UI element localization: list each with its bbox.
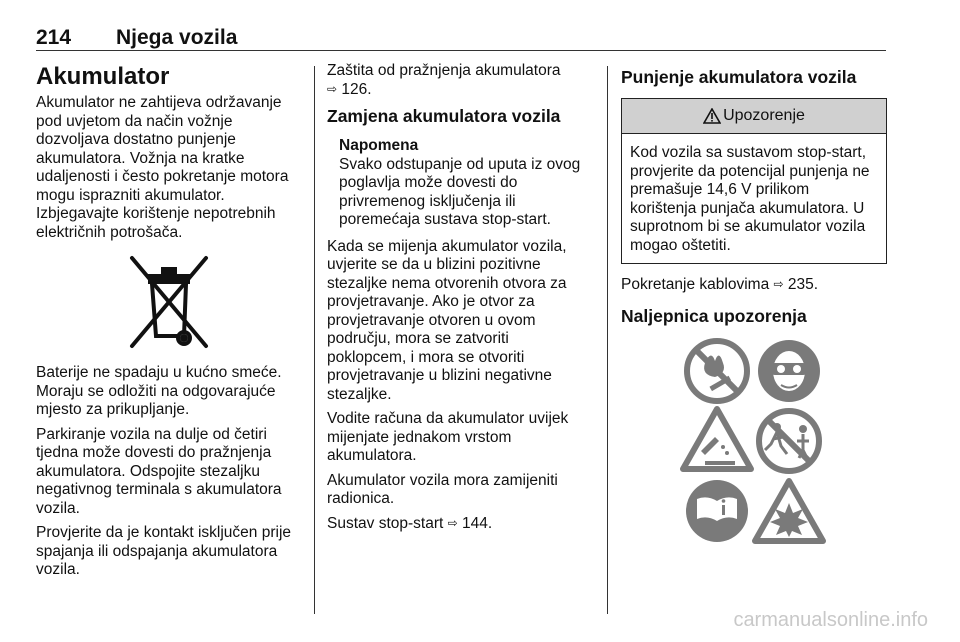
warning-box xyxy=(621,98,887,264)
cross-reference-text: Pokretanje kablovima xyxy=(621,276,770,293)
column-divider-2 xyxy=(607,66,608,614)
header-rule xyxy=(36,50,886,51)
warning-text: Kod vozila sa sustavom stop-start, provjerite da potencijal punjenja ne premašuje 14,6 V prilikom korištenja punjača akumulatora. U suprotnom bi se akumulator vozila mogao oštetiti. xyxy=(630,144,870,254)
cross-reference-page[interactable]: 144. xyxy=(461,514,493,532)
note-block xyxy=(327,137,592,230)
cross-reference xyxy=(327,62,592,99)
cross-reference-page[interactable]: 126. xyxy=(341,80,372,98)
crossed-out-bin-icon xyxy=(114,254,224,354)
page-ref-arrow-icon: ⇨ xyxy=(447,515,458,530)
page-ref-arrow-icon: ⇨ xyxy=(327,81,338,96)
paragraph: Akumulator vozila mora zamijeniti radionica. xyxy=(327,471,558,507)
keep-children-away-icon xyxy=(759,411,819,471)
read-manual-icon xyxy=(686,480,748,542)
section-heading-zamjena: Zamjena akumulatora vozila xyxy=(327,106,561,126)
chapter-title: Njega vozila xyxy=(116,26,238,49)
page-number: 214 xyxy=(36,26,72,49)
cross-reference-page[interactable]: 235. xyxy=(787,276,819,293)
paragraph: Parkiranje vozila na dulje od četiri tjedna može dovesti do pražnjenja akumulatora. Odspojite stezaljku negativnog terminala s akumulatora vozila. xyxy=(36,425,282,517)
page-header xyxy=(36,22,886,52)
note-text: Svako odstupanje od uputa iz ovog poglavlja može dovesti do privremenog isključenja ili poremećaja sustava stop-start. xyxy=(339,155,581,228)
column-1 xyxy=(36,62,302,586)
column-divider-1 xyxy=(314,66,315,614)
warning-title: Upozorenje xyxy=(723,106,805,124)
eye-protection-icon xyxy=(758,340,820,402)
cross-reference xyxy=(621,276,887,295)
column-2 xyxy=(327,62,592,539)
section-title-akumulator: Akumulator xyxy=(36,63,170,90)
page-ref-arrow-icon: ⇨ xyxy=(773,277,784,291)
paragraph: Baterije ne spadaju u kućno smeće. Moraju se odložiti na odgovarajuće mjesto za prikupljanje. xyxy=(36,364,282,418)
section-heading-punjenje: Punjenje akumulatora vozila xyxy=(621,67,857,87)
warning-triangle-icon xyxy=(703,108,721,124)
paragraph: Kada se mijenja akumulator vozila, uvjerite se da u blizini pozitivne stezaljke nema otvorenih otvora za provjetravanje. Ako je otvor za provjetravanje otvoren u ovom području, mora se zatvoriti poklopcem, i mora se otvoriti provjetravanje u blizini negativne stezaljke. xyxy=(327,237,567,403)
cross-reference xyxy=(327,515,592,534)
cross-reference-text: Sustav stop-start xyxy=(327,514,444,532)
warning-header xyxy=(622,99,886,134)
cross-reference-text: Zaštita od pražnjenja akumulatora xyxy=(327,62,561,79)
paragraph: Provjerite da je kontakt isključen prije spajanja ili odspajanja akumulatora vozila. xyxy=(36,524,292,578)
note-title: Napomena xyxy=(339,137,419,154)
section-heading-naljepnica: Naljepnica upozorenja xyxy=(621,305,807,326)
paragraph: Akumulator ne zahtijeva održavanje pod uvjetom da način vožnje dozvoljava dostatno punjenje akumulatora. Vožnja na kratke udaljenosti i često pokretanje motora mogu isprazniti akumulator. Izbjegavajte korištenje nepotrebnih električnih potrošača. xyxy=(36,94,289,241)
battery-warning-label-image xyxy=(621,333,887,545)
watermark-footer: carmanualsonline.info xyxy=(733,609,928,631)
no-fire-icon xyxy=(687,341,747,401)
paragraph: Vodite računa da akumulator uvijek mijenjate jednakom vrstom akumulatora. xyxy=(327,410,569,464)
column-3 xyxy=(621,62,887,545)
